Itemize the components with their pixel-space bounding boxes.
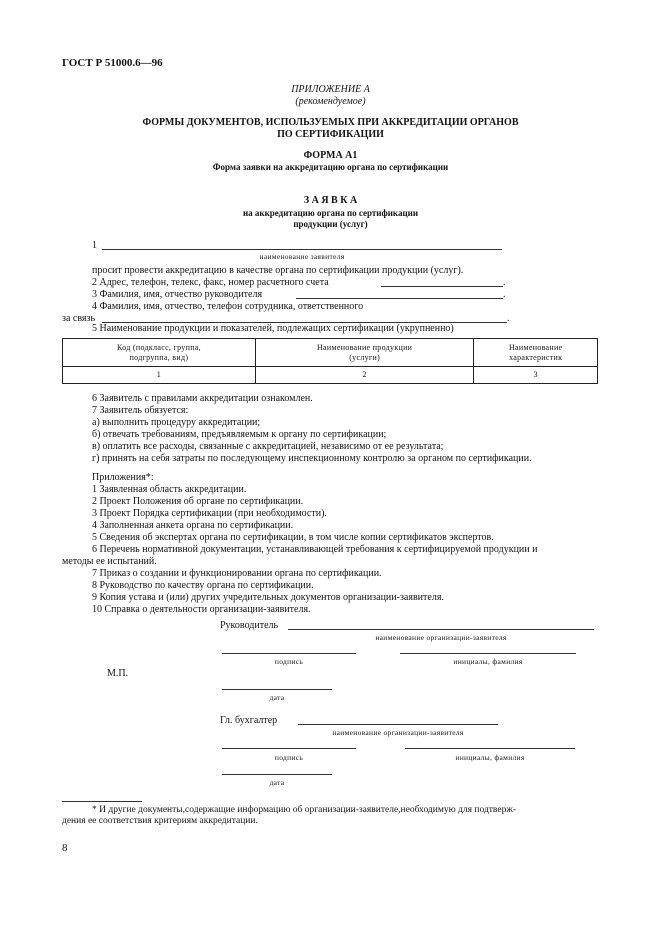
table-header-characteristics: Наименование характеристик [474, 339, 598, 367]
item-7v: в) оплатить все расходы, связанные с аккредитацией, независимо от ее результата; [92, 441, 444, 452]
products-table [62, 338, 598, 384]
attachments-heading: Приложения*: [92, 472, 154, 483]
seal-label: М.П. [107, 668, 129, 679]
attachment-item: 5 Сведения об экспертах органа по сертификации, в том числе копии сертификатов экспертов. [92, 532, 494, 543]
accountant-sign-caption: подпись [274, 753, 304, 762]
head-initials-line [400, 653, 576, 654]
field-4-label-2: за связь [62, 313, 96, 324]
section-title-line1: ФОРМЫ ДОКУМЕНТОВ, ИСПОЛЬЗУЕМЫХ ПРИ АККРЕДИТАЦИИ ОРГАНОВ [142, 117, 519, 128]
accountant-org-line [298, 724, 498, 725]
head-date-caption: дата [269, 693, 285, 702]
accountant-label: Гл. бухгалтер [220, 715, 278, 726]
attachment-item-cont: методы ее испытаний. [62, 556, 157, 567]
item-7g: г) принять на себя затраты по последующему инспекционному контролю за органом по сертификации. [92, 453, 532, 464]
field-2-end: . [503, 277, 506, 288]
field-1-number: 1 [92, 240, 97, 251]
item-7a: а) выполнить процедуру аккредитации; [92, 417, 261, 428]
footnote-line2: дения ее соответствия критериям аккредитации. [62, 816, 258, 826]
field-1-caption: наименование заявителя [259, 252, 345, 261]
field-4-end: . [507, 313, 510, 324]
head-date-line [222, 689, 332, 690]
appendix-title: ПРИЛОЖЕНИЕ А [291, 84, 370, 95]
field-3-label: 3 Фамилия, имя, отчество руководителя [92, 289, 263, 300]
item-6: 6 Заявитель с правилами аккредитации ознакомлен. [92, 393, 313, 404]
accountant-date-caption: дата [269, 778, 285, 787]
attachment-item: 1 Заявленная область аккредитации. [92, 484, 247, 495]
table-col-number: 2 [255, 367, 474, 384]
field-3-end: . [503, 289, 506, 300]
attachment-item: 4 Заполненная анкета органа по сертификации. [92, 520, 294, 531]
item-7: 7 Заявитель обязуется: [92, 405, 189, 416]
head-label: Руководитель [220, 620, 279, 631]
head-sign-line [222, 653, 356, 654]
attachment-item: 3 Проект Порядка сертификации (при необходимости). [92, 508, 327, 519]
field-4-label: 4 Фамилия, имя, отчество, телефон сотрудника, ответственного [92, 301, 364, 312]
doc-title: З А Я В К А [303, 195, 358, 206]
field-5-label: 5 Наименование продукции и показателей, подлежащих сертификации (укрупненно) [92, 323, 454, 334]
field-2-label: 2 Адрес, телефон, телекс, факс, номер расчетного счета [92, 277, 329, 288]
appendix-note: (рекомендуемое) [295, 96, 366, 107]
footnote-line1: * И другие документы,содержащие информацию об организации-заявителе,необходимую для подтверж- [92, 805, 517, 815]
head-sign-caption: подпись [274, 657, 304, 666]
form-number: ФОРМА А1 [303, 150, 358, 161]
form-subtitle: Форма заявки на аккредитацию органа по сертификации [212, 162, 449, 172]
field-3-line [296, 298, 503, 299]
table-col-number: 1 [63, 367, 256, 384]
attachment-item: 9 Копия устава и (или) других учредительных документов организации-заявителя. [92, 592, 444, 603]
standard-code: ГОСТ Р 51000.6—96 [62, 57, 163, 69]
accountant-initials-line [405, 748, 575, 749]
attachment-item: 2 Проект Положения об органе по сертификации. [92, 496, 304, 507]
attachment-item: 10 Справка о деятельности организации-заявителя. [92, 604, 311, 615]
table-col-number: 3 [474, 367, 598, 384]
attachment-item: 6 Перечень нормативной документации, устанавливающей требования к сертифицируемой продукции и [92, 544, 538, 555]
accountant-initials-caption: инициалы, фамилия [455, 753, 525, 762]
accountant-date-line [222, 774, 332, 775]
head-org-line [288, 629, 594, 630]
footnote-separator [62, 801, 142, 802]
head-initials-caption: инициалы, фамилия [453, 657, 523, 666]
section-title-line2: ПО СЕРТИФИКАЦИИ [277, 129, 384, 140]
page-number: 8 [62, 842, 68, 854]
item-7b: б) отвечать требованиям, предъявляемым к органу по сертификации; [92, 429, 387, 440]
accountant-sign-line [222, 748, 356, 749]
field-2-line [381, 286, 503, 287]
head-org-caption: наименование организации-заявителя [375, 633, 507, 642]
accountant-org-caption: наименование организации-заявителя [332, 728, 464, 737]
field-1-text: просит провести аккредитацию в качестве органа по сертификации продукции (услуг). [92, 265, 464, 276]
attachment-item: 7 Приказ о создании и функционировании органа по сертификации. [92, 568, 382, 579]
doc-subtitle-2: продукции (услуг) [293, 219, 368, 229]
field-1-line [102, 249, 502, 250]
doc-subtitle-1: на аккредитацию органа по сертификации [242, 208, 419, 218]
attachment-item: 8 Руководство по качеству органа по сертификации. [92, 580, 314, 591]
table-header-product: Наименование продукции (услуги) [255, 339, 474, 367]
table-header-code: Код (подкласс, группа, подгруппа, вид) [63, 339, 256, 367]
